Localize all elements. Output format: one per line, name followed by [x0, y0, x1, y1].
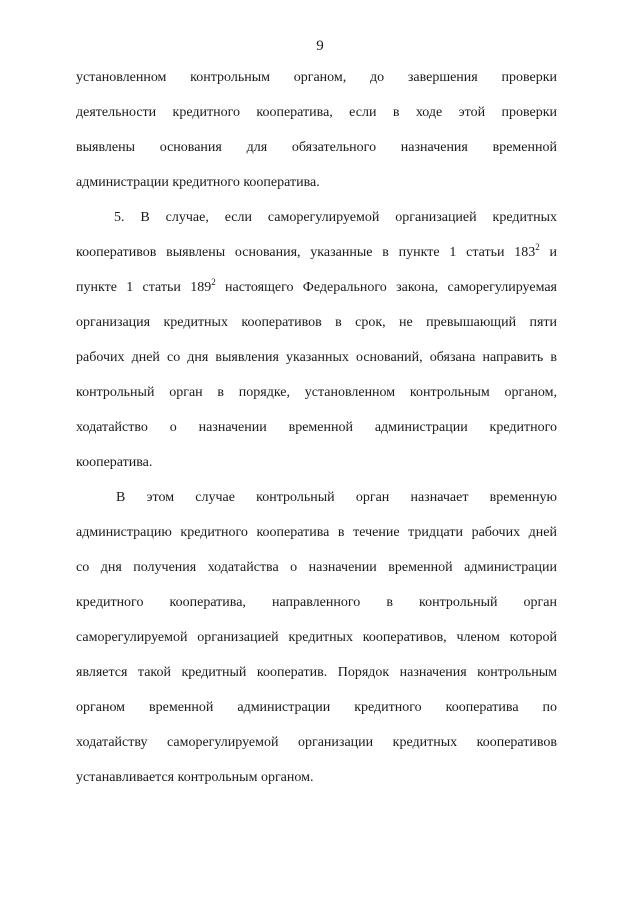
text-fragment: кооперативов выявлены основания, указанные в пункте 1 статьи 183 — [76, 245, 536, 260]
text-line: кооператива. — [76, 455, 153, 470]
text-line: 5. В случае, если саморегулируемой организацией кредитных — [114, 210, 557, 225]
superscript: 2 — [211, 277, 216, 287]
text-line: является такой кредитный кооператив. Порядок назначения контрольным — [76, 665, 557, 680]
text-line: ходатайство о назначении временной администрации кредитного — [76, 420, 557, 435]
text-line — [76, 270, 557, 305]
text-line: администрацию кредитного кооператива в течение тридцати рабочих дней — [76, 525, 557, 540]
text-line: ходатайству саморегулируемой организации кредитных кооперативов — [76, 735, 557, 750]
text-line: администрации кредитного кооператива. — [76, 175, 320, 190]
page-number: 9 — [316, 38, 324, 54]
text-line: кредитного кооператива, направленного в контрольный орган — [76, 595, 557, 610]
text-line: деятельности кредитного кооператива, если в ходе этой проверки — [76, 105, 557, 120]
text-line: организация кредитных кооперативов в срок, не превышающий пяти — [76, 315, 557, 330]
text-line: устанавливается контрольным органом. — [76, 770, 314, 785]
text-line — [76, 235, 557, 270]
text-line: со дня получения ходатайства о назначении временной администрации — [76, 560, 557, 575]
text-line: установленном контрольным органом, до завершения проверки — [76, 70, 557, 85]
text-fragment: настоящего Федерального закона, саморегулируемая — [215, 280, 557, 295]
text-line: рабочих дней со дня выявления указанных оснований, обязана направить в — [76, 350, 557, 365]
paragraph-2 — [76, 200, 557, 480]
text-fragment: пункте 1 статьи 189 — [76, 280, 212, 295]
text-line: контрольный орган в порядке, установленном контрольным органом, — [76, 385, 557, 400]
superscript: 2 — [535, 242, 540, 252]
text-fragment: и — [539, 245, 557, 260]
document-body — [76, 60, 557, 795]
text-line: В этом случае контрольный орган назначает временную — [116, 490, 557, 505]
paragraph-3 — [76, 480, 557, 795]
text-line: саморегулируемой организацией кредитных кооперативов, членом которой — [76, 630, 557, 645]
text-line: органом временной администрации кредитного кооператива по — [76, 700, 557, 715]
paragraph-1 — [76, 60, 557, 200]
text-line: выявлены основания для обязательного назначения временной — [76, 140, 557, 155]
